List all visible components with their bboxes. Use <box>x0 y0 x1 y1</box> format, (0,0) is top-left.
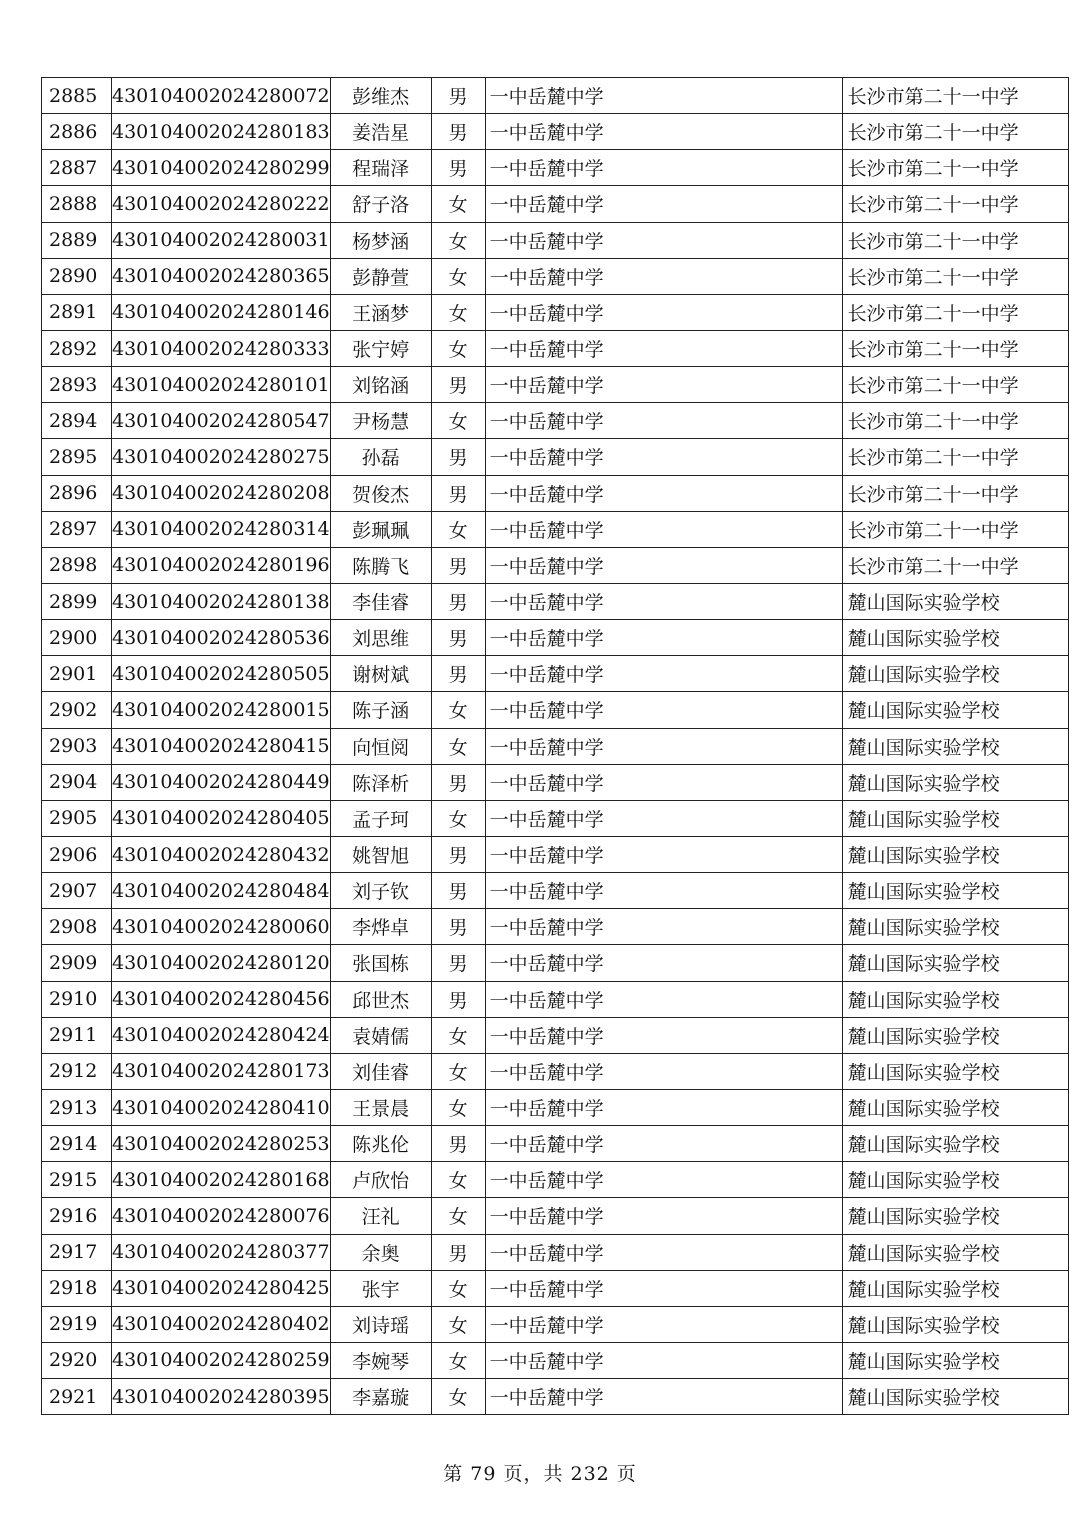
student-id-cell: 430104002024280076 <box>112 1198 331 1234</box>
student-name-cell: 刘佳睿 <box>330 1053 431 1089</box>
origin-school-cell: 麓山国际实验学校 <box>842 728 1068 764</box>
serial-number-cell: 2895 <box>42 439 112 475</box>
origin-school-cell: 麓山国际实验学校 <box>842 620 1068 656</box>
table-row <box>42 150 1069 186</box>
student-name-cell: 卢欣怡 <box>330 1162 431 1198</box>
gender-cell: 男 <box>431 583 485 619</box>
student-id-cell: 430104002024280015 <box>112 692 331 728</box>
student-id-cell: 430104002024280547 <box>112 403 331 439</box>
admitted-school-cell: 一中岳麓中学 <box>485 764 842 800</box>
admitted-school-cell: 一中岳麓中学 <box>485 1342 842 1378</box>
student-name-cell: 彭珮珮 <box>330 511 431 547</box>
gender-cell: 男 <box>431 78 485 114</box>
student-name-cell: 邱世杰 <box>330 981 431 1017</box>
table-row <box>42 78 1069 114</box>
student-id-cell: 430104002024280253 <box>112 1126 331 1162</box>
origin-school-cell: 长沙市第二十一中学 <box>842 258 1068 294</box>
table-row <box>42 981 1069 1017</box>
table-row <box>42 1198 1069 1234</box>
table-row <box>42 1234 1069 1270</box>
table-row <box>42 330 1069 366</box>
origin-school-cell: 长沙市第二十一中学 <box>842 475 1068 511</box>
serial-number-cell: 2898 <box>42 547 112 583</box>
origin-school-cell: 麓山国际实验学校 <box>842 873 1068 909</box>
serial-number-cell: 2914 <box>42 1126 112 1162</box>
student-id-cell: 430104002024280402 <box>112 1306 331 1342</box>
table-row <box>42 945 1069 981</box>
serial-number-cell: 2893 <box>42 367 112 403</box>
origin-school-cell: 长沙市第二十一中学 <box>842 367 1068 403</box>
student-name-cell: 刘思维 <box>330 620 431 656</box>
gender-cell: 女 <box>431 1089 485 1125</box>
table-row <box>42 1306 1069 1342</box>
serial-number-cell: 2921 <box>42 1379 112 1415</box>
table-row <box>42 258 1069 294</box>
admitted-school-cell: 一中岳麓中学 <box>485 945 842 981</box>
admitted-school-cell: 一中岳麓中学 <box>485 836 842 872</box>
student-name-cell: 孟子珂 <box>330 800 431 836</box>
serial-number-cell: 2919 <box>42 1306 112 1342</box>
serial-number-cell: 2901 <box>42 656 112 692</box>
student-id-cell: 430104002024280259 <box>112 1342 331 1378</box>
student-id-cell: 430104002024280377 <box>112 1234 331 1270</box>
student-id-cell: 430104002024280405 <box>112 800 331 836</box>
gender-cell: 男 <box>431 764 485 800</box>
origin-school-cell: 麓山国际实验学校 <box>842 1198 1068 1234</box>
origin-school-cell: 长沙市第二十一中学 <box>842 547 1068 583</box>
admitted-school-cell: 一中岳麓中学 <box>485 728 842 764</box>
student-id-cell: 430104002024280410 <box>112 1089 331 1125</box>
gender-cell: 男 <box>431 1126 485 1162</box>
student-name-cell: 王涵梦 <box>330 294 431 330</box>
student-name-cell: 尹杨慧 <box>330 403 431 439</box>
student-name-cell: 陈兆伦 <box>330 1126 431 1162</box>
gender-cell: 女 <box>431 330 485 366</box>
student-id-cell: 430104002024280505 <box>112 656 331 692</box>
student-id-cell: 430104002024280146 <box>112 294 331 330</box>
serial-number-cell: 2906 <box>42 836 112 872</box>
student-id-cell: 430104002024280072 <box>112 78 331 114</box>
student-id-cell: 430104002024280275 <box>112 439 331 475</box>
admitted-school-cell: 一中岳麓中学 <box>485 222 842 258</box>
table-row <box>42 909 1069 945</box>
serial-number-cell: 2899 <box>42 583 112 619</box>
serial-number-cell: 2902 <box>42 692 112 728</box>
serial-number-cell: 2920 <box>42 1342 112 1378</box>
admitted-school-cell: 一中岳麓中学 <box>485 1017 842 1053</box>
admitted-school-cell: 一中岳麓中学 <box>485 1306 842 1342</box>
gender-cell: 男 <box>431 873 485 909</box>
serial-number-cell: 2908 <box>42 909 112 945</box>
table-row <box>42 1379 1069 1415</box>
origin-school-cell: 麓山国际实验学校 <box>842 909 1068 945</box>
serial-number-cell: 2897 <box>42 511 112 547</box>
origin-school-cell: 麓山国际实验学校 <box>842 1089 1068 1125</box>
serial-number-cell: 2904 <box>42 764 112 800</box>
student-id-cell: 430104002024280196 <box>112 547 331 583</box>
admitted-school-cell: 一中岳麓中学 <box>485 1053 842 1089</box>
admitted-school-cell: 一中岳麓中学 <box>485 981 842 1017</box>
gender-cell: 女 <box>431 1270 485 1306</box>
admitted-school-cell: 一中岳麓中学 <box>485 439 842 475</box>
origin-school-cell: 麓山国际实验学校 <box>842 1234 1068 1270</box>
origin-school-cell: 麓山国际实验学校 <box>842 1017 1068 1053</box>
admitted-school-cell: 一中岳麓中学 <box>485 873 842 909</box>
origin-school-cell: 麓山国际实验学校 <box>842 1306 1068 1342</box>
origin-school-cell: 麓山国际实验学校 <box>842 945 1068 981</box>
student-id-cell: 430104002024280449 <box>112 764 331 800</box>
table-row <box>42 1089 1069 1125</box>
origin-school-cell: 麓山国际实验学校 <box>842 1270 1068 1306</box>
admitted-school-cell: 一中岳麓中学 <box>485 692 842 728</box>
admitted-school-cell: 一中岳麓中学 <box>485 1126 842 1162</box>
gender-cell: 女 <box>431 222 485 258</box>
student-id-cell: 430104002024280484 <box>112 873 331 909</box>
gender-cell: 男 <box>431 439 485 475</box>
student-id-cell: 430104002024280120 <box>112 945 331 981</box>
origin-school-cell: 长沙市第二十一中学 <box>842 403 1068 439</box>
gender-cell: 男 <box>431 981 485 1017</box>
admitted-school-cell: 一中岳麓中学 <box>485 475 842 511</box>
gender-cell: 男 <box>431 909 485 945</box>
student-id-cell: 430104002024280222 <box>112 186 331 222</box>
student-name-cell: 张宁婷 <box>330 330 431 366</box>
serial-number-cell: 2907 <box>42 873 112 909</box>
table-row <box>42 1162 1069 1198</box>
serial-number-cell: 2905 <box>42 800 112 836</box>
admitted-school-cell: 一中岳麓中学 <box>485 1234 842 1270</box>
origin-school-cell: 长沙市第二十一中学 <box>842 186 1068 222</box>
gender-cell: 女 <box>431 728 485 764</box>
admitted-school-cell: 一中岳麓中学 <box>485 511 842 547</box>
student-name-cell: 谢树斌 <box>330 656 431 692</box>
serial-number-cell: 2892 <box>42 330 112 366</box>
table-row <box>42 222 1069 258</box>
admitted-school-cell: 一中岳麓中学 <box>485 909 842 945</box>
gender-cell: 女 <box>431 1017 485 1053</box>
student-name-cell: 孙磊 <box>330 439 431 475</box>
serial-number-cell: 2909 <box>42 945 112 981</box>
student-name-cell: 贺俊杰 <box>330 475 431 511</box>
gender-cell: 女 <box>431 1306 485 1342</box>
admitted-school-cell: 一中岳麓中学 <box>485 547 842 583</box>
serial-number-cell: 2911 <box>42 1017 112 1053</box>
page-footer: 第 79 页，共 232 页 <box>443 1463 637 1485</box>
table-row <box>42 511 1069 547</box>
origin-school-cell: 麓山国际实验学校 <box>842 1342 1068 1378</box>
serial-number-cell: 2890 <box>42 258 112 294</box>
admitted-school-cell: 一中岳麓中学 <box>485 330 842 366</box>
student-id-cell: 430104002024280333 <box>112 330 331 366</box>
gender-cell: 男 <box>431 620 485 656</box>
student-id-cell: 430104002024280456 <box>112 981 331 1017</box>
serial-number-cell: 2912 <box>42 1053 112 1089</box>
table-row <box>42 475 1069 511</box>
student-id-cell: 430104002024280101 <box>112 367 331 403</box>
student-id-cell: 430104002024280424 <box>112 1017 331 1053</box>
origin-school-cell: 长沙市第二十一中学 <box>842 114 1068 150</box>
serial-number-cell: 2918 <box>42 1270 112 1306</box>
gender-cell: 男 <box>431 836 485 872</box>
origin-school-cell: 长沙市第二十一中学 <box>842 294 1068 330</box>
student-name-cell: 王景晨 <box>330 1089 431 1125</box>
gender-cell: 女 <box>431 692 485 728</box>
admitted-school-cell: 一中岳麓中学 <box>485 1379 842 1415</box>
origin-school-cell: 长沙市第二十一中学 <box>842 439 1068 475</box>
table-row <box>42 114 1069 150</box>
gender-cell: 男 <box>431 945 485 981</box>
admitted-school-cell: 一中岳麓中学 <box>485 1162 842 1198</box>
gender-cell: 男 <box>431 367 485 403</box>
origin-school-cell: 麓山国际实验学校 <box>842 800 1068 836</box>
origin-school-cell: 麓山国际实验学校 <box>842 836 1068 872</box>
serial-number-cell: 2894 <box>42 403 112 439</box>
student-id-cell: 430104002024280183 <box>112 114 331 150</box>
origin-school-cell: 麓山国际实验学校 <box>842 981 1068 1017</box>
student-name-cell: 彭静萱 <box>330 258 431 294</box>
student-name-cell: 汪礼 <box>330 1198 431 1234</box>
serial-number-cell: 2886 <box>42 114 112 150</box>
serial-number-cell: 2891 <box>42 294 112 330</box>
student-id-cell: 430104002024280432 <box>112 836 331 872</box>
gender-cell: 男 <box>431 150 485 186</box>
gender-cell: 女 <box>431 403 485 439</box>
student-name-cell: 陈子涵 <box>330 692 431 728</box>
student-name-cell: 姜浩星 <box>330 114 431 150</box>
table-body <box>42 78 1069 1415</box>
origin-school-cell: 长沙市第二十一中学 <box>842 222 1068 258</box>
student-id-cell: 430104002024280395 <box>112 1379 331 1415</box>
table-row <box>42 186 1069 222</box>
origin-school-cell: 麓山国际实验学校 <box>842 1126 1068 1162</box>
serial-number-cell: 2900 <box>42 620 112 656</box>
student-name-cell: 彭维杰 <box>330 78 431 114</box>
table-row <box>42 1270 1069 1306</box>
serial-number-cell: 2910 <box>42 981 112 1017</box>
origin-school-cell: 麓山国际实验学校 <box>842 656 1068 692</box>
student-name-cell: 程瑞泽 <box>330 150 431 186</box>
serial-number-cell: 2896 <box>42 475 112 511</box>
admitted-school-cell: 一中岳麓中学 <box>485 258 842 294</box>
gender-cell: 男 <box>431 475 485 511</box>
student-name-cell: 张国栋 <box>330 945 431 981</box>
table-row <box>42 764 1069 800</box>
table-row <box>42 656 1069 692</box>
gender-cell: 女 <box>431 511 485 547</box>
table-row <box>42 1017 1069 1053</box>
table-row <box>42 728 1069 764</box>
student-name-cell: 刘子钦 <box>330 873 431 909</box>
origin-school-cell: 长沙市第二十一中学 <box>842 511 1068 547</box>
student-id-cell: 430104002024280168 <box>112 1162 331 1198</box>
student-id-cell: 430104002024280138 <box>112 583 331 619</box>
student-name-cell: 刘诗瑶 <box>330 1306 431 1342</box>
student-id-cell: 430104002024280365 <box>112 258 331 294</box>
table-row <box>42 1053 1069 1089</box>
gender-cell: 男 <box>431 114 485 150</box>
origin-school-cell: 长沙市第二十一中学 <box>842 78 1068 114</box>
student-id-cell: 430104002024280031 <box>112 222 331 258</box>
admitted-school-cell: 一中岳麓中学 <box>485 656 842 692</box>
student-name-cell: 袁婧儒 <box>330 1017 431 1053</box>
serial-number-cell: 2917 <box>42 1234 112 1270</box>
admitted-school-cell: 一中岳麓中学 <box>485 186 842 222</box>
table-row <box>42 547 1069 583</box>
student-list-table <box>41 77 1069 1415</box>
gender-cell: 男 <box>431 656 485 692</box>
table-row <box>42 1126 1069 1162</box>
serial-number-cell: 2885 <box>42 78 112 114</box>
student-name-cell: 陈泽析 <box>330 764 431 800</box>
origin-school-cell: 麓山国际实验学校 <box>842 692 1068 728</box>
student-name-cell: 舒子洛 <box>330 186 431 222</box>
origin-school-cell: 麓山国际实验学校 <box>842 583 1068 619</box>
gender-cell: 女 <box>431 186 485 222</box>
origin-school-cell: 麓山国际实验学校 <box>842 1379 1068 1415</box>
serial-number-cell: 2888 <box>42 186 112 222</box>
table-row <box>42 836 1069 872</box>
student-name-cell: 杨梦涵 <box>330 222 431 258</box>
student-id-cell: 430104002024280060 <box>112 909 331 945</box>
gender-cell: 女 <box>431 1198 485 1234</box>
admitted-school-cell: 一中岳麓中学 <box>485 800 842 836</box>
student-name-cell: 李嘉璇 <box>330 1379 431 1415</box>
admitted-school-cell: 一中岳麓中学 <box>485 150 842 186</box>
admitted-school-cell: 一中岳麓中学 <box>485 114 842 150</box>
gender-cell: 女 <box>431 1162 485 1198</box>
origin-school-cell: 麓山国际实验学校 <box>842 1053 1068 1089</box>
admitted-school-cell: 一中岳麓中学 <box>485 1270 842 1306</box>
student-name-cell: 陈腾飞 <box>330 547 431 583</box>
gender-cell: 女 <box>431 1053 485 1089</box>
admitted-school-cell: 一中岳麓中学 <box>485 78 842 114</box>
table-row <box>42 873 1069 909</box>
student-id-cell: 430104002024280425 <box>112 1270 331 1306</box>
serial-number-cell: 2889 <box>42 222 112 258</box>
admitted-school-cell: 一中岳麓中学 <box>485 367 842 403</box>
gender-cell: 男 <box>431 1234 485 1270</box>
student-id-cell: 430104002024280536 <box>112 620 331 656</box>
student-name-cell: 张宇 <box>330 1270 431 1306</box>
admitted-school-cell: 一中岳麓中学 <box>485 583 842 619</box>
table-row <box>42 367 1069 403</box>
gender-cell: 女 <box>431 1379 485 1415</box>
student-name-cell: 刘铭涵 <box>330 367 431 403</box>
student-name-cell: 李烨卓 <box>330 909 431 945</box>
table-row <box>42 403 1069 439</box>
student-id-cell: 430104002024280299 <box>112 150 331 186</box>
origin-school-cell: 麓山国际实验学校 <box>842 764 1068 800</box>
student-id-cell: 430104002024280173 <box>112 1053 331 1089</box>
serial-number-cell: 2913 <box>42 1089 112 1125</box>
admitted-school-cell: 一中岳麓中学 <box>485 294 842 330</box>
table-row <box>42 439 1069 475</box>
origin-school-cell: 长沙市第二十一中学 <box>842 150 1068 186</box>
origin-school-cell: 长沙市第二十一中学 <box>842 330 1068 366</box>
serial-number-cell: 2903 <box>42 728 112 764</box>
serial-number-cell: 2915 <box>42 1162 112 1198</box>
table-row <box>42 800 1069 836</box>
admitted-school-cell: 一中岳麓中学 <box>485 403 842 439</box>
serial-number-cell: 2916 <box>42 1198 112 1234</box>
table-row <box>42 294 1069 330</box>
origin-school-cell: 麓山国际实验学校 <box>842 1162 1068 1198</box>
table-row <box>42 1342 1069 1378</box>
student-name-cell: 向恒阅 <box>330 728 431 764</box>
student-name-cell: 余奥 <box>330 1234 431 1270</box>
gender-cell: 女 <box>431 294 485 330</box>
serial-number-cell: 2887 <box>42 150 112 186</box>
student-name-cell: 李婉琴 <box>330 1342 431 1378</box>
admitted-school-cell: 一中岳麓中学 <box>485 1089 842 1125</box>
table-row <box>42 583 1069 619</box>
gender-cell: 女 <box>431 800 485 836</box>
table-row <box>42 620 1069 656</box>
student-id-cell: 430104002024280208 <box>112 475 331 511</box>
table-row <box>42 692 1069 728</box>
student-id-cell: 430104002024280314 <box>112 511 331 547</box>
student-name-cell: 李佳睿 <box>330 583 431 619</box>
student-id-cell: 430104002024280415 <box>112 728 331 764</box>
student-name-cell: 姚智旭 <box>330 836 431 872</box>
gender-cell: 女 <box>431 1342 485 1378</box>
admitted-school-cell: 一中岳麓中学 <box>485 620 842 656</box>
gender-cell: 女 <box>431 258 485 294</box>
gender-cell: 男 <box>431 547 485 583</box>
admitted-school-cell: 一中岳麓中学 <box>485 1198 842 1234</box>
